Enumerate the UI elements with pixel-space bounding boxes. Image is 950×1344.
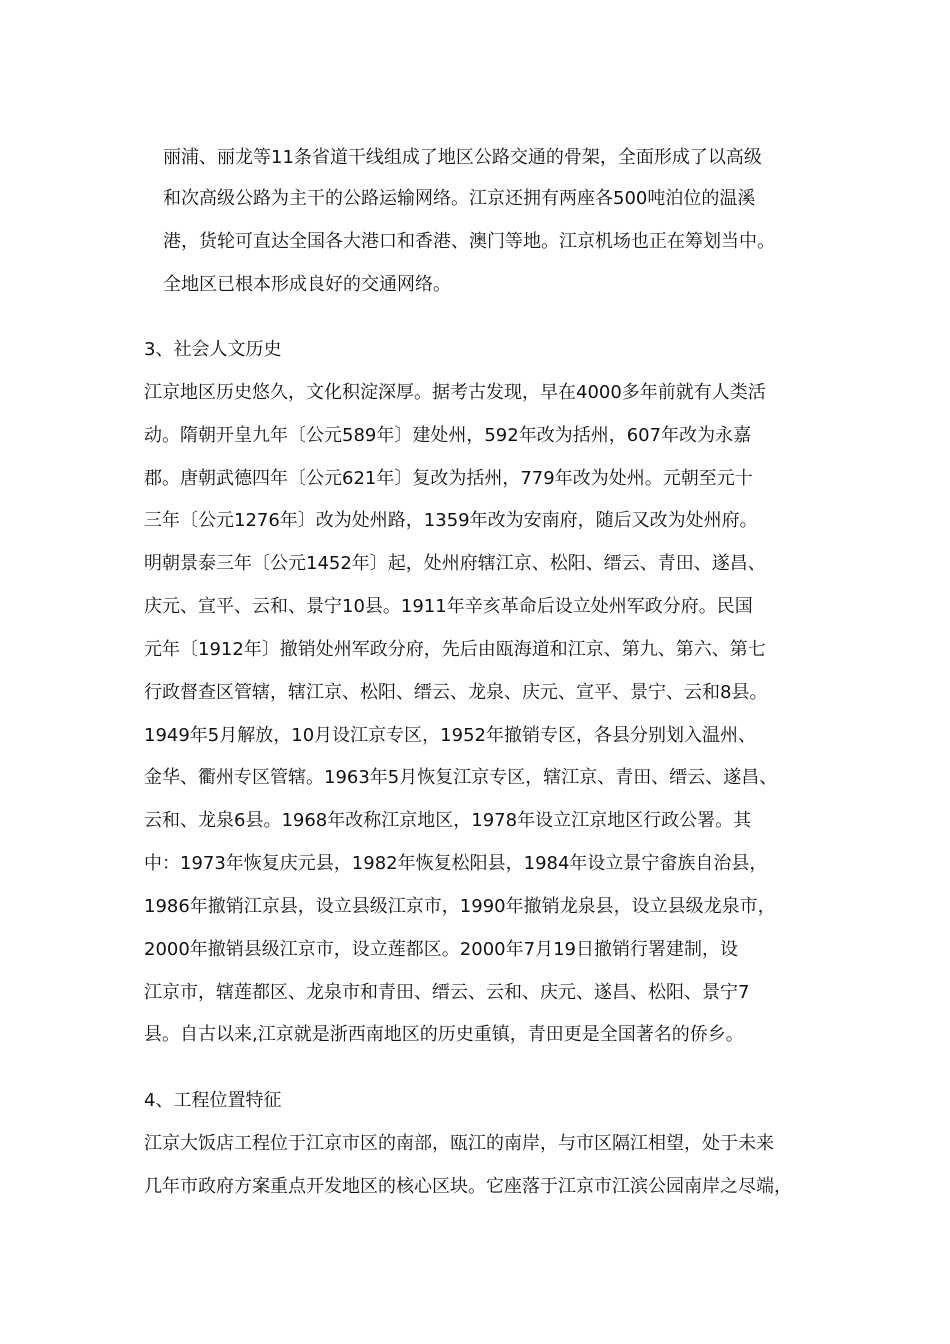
section-heading: 4、工程位置特征 <box>144 1090 282 1111</box>
paragraph-line: 几年市政府方案重点开发地区的核心区块。它座落于江京市江滨公园南岸之尽端， <box>144 1176 792 1197</box>
paragraph-line: 明朝景泰三年〔公元1452年〕起，处州府辖江京、松阳、缙云、青田、遂昌、 <box>144 553 766 574</box>
paragraph-line: 1986年撤销江京县，设立县级江京市，1990年撤销龙泉县，设立县级龙泉市， <box>144 896 776 917</box>
paragraph-line: 郡。唐朝武德四年〔公元621年〕复改为括州，779年改为处州。元朝至元十 <box>144 468 753 489</box>
section-heading: 3、社会人文历史 <box>144 339 282 360</box>
intro-line: 和次高级公路为主干的公路运输网络。江京还拥有两座各500吨泊位的温溪 <box>163 188 756 209</box>
paragraph-line: 1949年5月解放，10月设江京专区，1952年撤销专区，各县分别划入温州、 <box>144 725 756 746</box>
paragraph-line: 2000年撤销县级江京市，设立莲都区。2000年7月19日撤销行署建制，设 <box>144 939 738 960</box>
paragraph-line: 元年〔1912年〕撤销处州军政分府，先后由瓯海道和江京、第九、第六、第七 <box>144 639 766 660</box>
paragraph-line: 江京市，辖莲都区、龙泉市和青田、缙云、云和、庆元、遂昌、松阳、景宁7 <box>144 982 750 1003</box>
paragraph-line: 三年〔公元1276年〕改为处州路，1359年改为安南府，随后又改为处州府。 <box>144 510 758 531</box>
intro-line: 丽浦、丽龙等11条省道干线组成了地区公路交通的骨架，全面形成了以高级 <box>163 147 762 168</box>
paragraph-line: 中：1973年恢复庆元县，1982年恢复松阳县，1984年设立景宁畲族自治县， <box>144 853 768 874</box>
paragraph-line: 云和、龙泉6县。1968年改称江京地区，1978年设立江京地区行政公署。其 <box>144 810 752 831</box>
paragraph-line: 行政督查区管辖，辖江京、松阳、缙云、龙泉、庆元、宣平、景宁、云和8县。 <box>144 682 768 703</box>
paragraph-line: 金华、衢州专区管辖。1963年5月恢复江京专区，辖江京、青田、缙云、遂昌、 <box>144 767 778 788</box>
paragraph-line: 江京大饭店工程位于江京市区的南部，瓯江的南岸，与市区隔江相望，处于未来 <box>144 1133 774 1154</box>
paragraph-line: 庆元、宣平、云和、景宁10县。1911年辛亥革命后设立处州军政分府。民国 <box>144 596 753 617</box>
paragraph-line: 动。隋朝开皇九年〔公元589年〕建处州，592年改为括州，607年改为永嘉 <box>144 425 752 446</box>
intro-line: 港，货轮可直达全国各大港口和香港、澳门等地。江京机场也正在筹划当中。 <box>163 231 775 252</box>
paragraph-line: 县。自古以来,江京就是浙西南地区的历史重镇，青田更是全国著名的侨乡。 <box>144 1024 744 1045</box>
paragraph-line: 江京地区历史悠久，文化积淀深厚。据考古发现，早在4000多年前就有人类活 <box>144 382 766 403</box>
intro-line: 全地区已根本形成良好的交通网络。 <box>163 274 451 295</box>
